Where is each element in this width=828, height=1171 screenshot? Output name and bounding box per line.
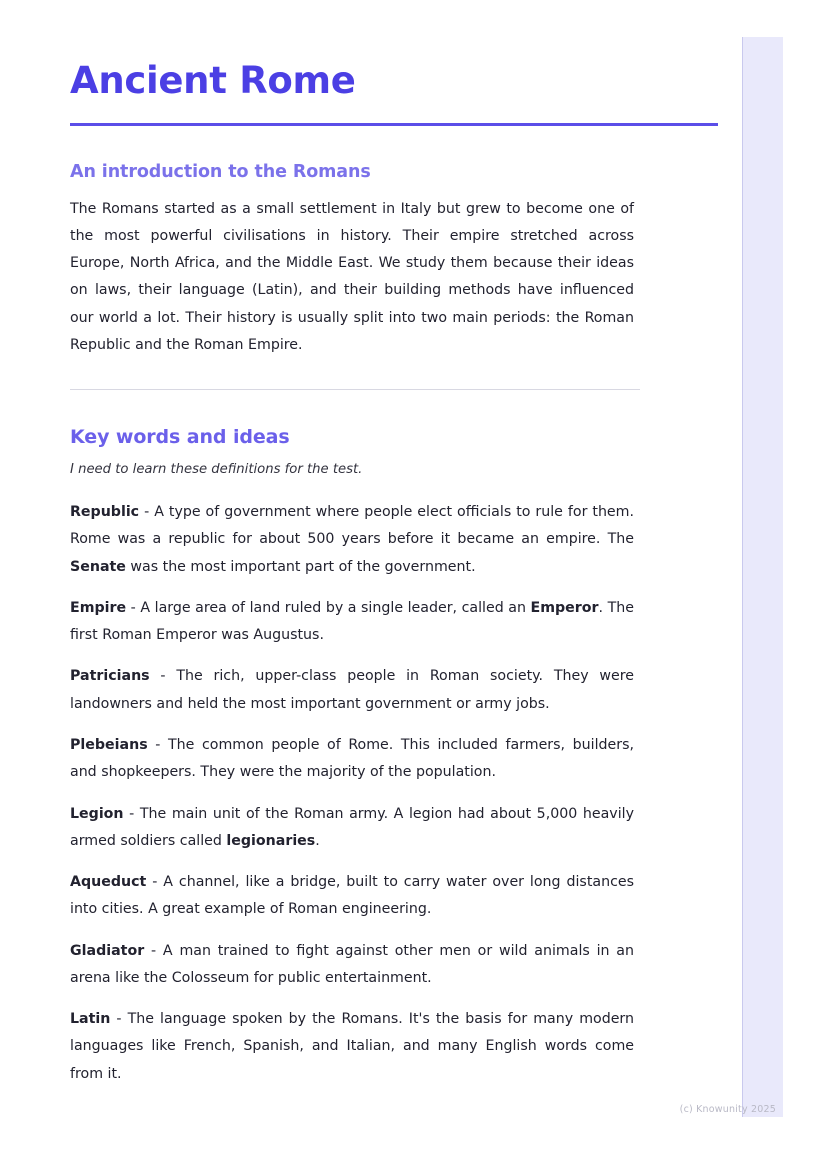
- definition-keyword: Emperor: [530, 599, 599, 616]
- definition-term: Patricians: [70, 668, 150, 685]
- page-side-divider: [742, 37, 743, 1117]
- section-heading-intro: An introduction to the Romans: [70, 161, 371, 182]
- document-page: [70, 60, 634, 1102]
- definition-text: - The main unit of the Roman army. A legion had about 5,000 heavily armed soldiers called: [70, 805, 634, 849]
- definition-entry: [70, 1006, 634, 1088]
- page-title: Ancient Rome: [70, 59, 356, 102]
- definitions-list: [70, 499, 634, 1088]
- definition-text: - The common people of Rome. This included farmers, builders, and shopkeepers. They were the majority of the population.: [70, 737, 634, 781]
- study-note: I need to learn these definitions for the test.: [70, 462, 363, 478]
- definition-term: Plebeians: [70, 737, 148, 753]
- definition-entry: [70, 732, 634, 787]
- definition-entry: [70, 938, 634, 993]
- definition-text: - A large area of land ruled by a single leader, called an: [126, 599, 531, 616]
- title-underline: [70, 123, 718, 126]
- definition-entry: [70, 869, 634, 924]
- section-divider: [70, 389, 640, 390]
- definition-text: - A channel, like a bridge, built to carry water over long distances into cities. A great example of Roman engineering.: [70, 874, 634, 918]
- definition-text: - A type of government where people elect officials to rule for them. Rome was a republic for about 500 years before it became an empire. The: [70, 504, 634, 548]
- definition-term: Gladiator: [70, 942, 145, 959]
- definition-text: .: [315, 832, 320, 849]
- definition-entry: [70, 595, 634, 650]
- definition-term: Empire: [70, 599, 127, 616]
- definition-text: - The language spoken by the Romans. It's the basis for many modern languages like French, Spanish, and Italian, and many English words come from it.: [70, 1011, 634, 1082]
- copyright-watermark: (c) Knowunity 2025: [679, 1104, 776, 1115]
- definition-term: Republic: [70, 504, 140, 521]
- section-paragraph-intro: The Romans started as a small settlement in Italy but grew to become one of the most powerful civilisations in history. Their empire stretched across Europe, North Africa, and the Middle East. We study them because their ideas on laws, their language (Latin), and their building methods have influenced our world a lot. Their history is usually split into two main periods: the Roman Republic and the Roman Empire.: [70, 200, 634, 353]
- definition-entry: [70, 499, 634, 581]
- page-side-strip: [743, 37, 783, 1117]
- definition-text: was the most important part of the government.: [125, 558, 476, 575]
- section-heading-keywords: Key words and ideas: [70, 426, 290, 449]
- definition-keyword: legionaries: [226, 832, 316, 849]
- definition-entry: [70, 801, 634, 856]
- definition-term: Legion: [70, 805, 124, 822]
- definition-term: Latin: [70, 1011, 111, 1028]
- definition-text: - The rich, upper-class people in Roman society. They were landowners and held the most important government or army jobs.: [70, 668, 634, 712]
- definition-keyword: Senate: [70, 558, 126, 575]
- definition-entry: [70, 663, 634, 718]
- definition-text: . The first Roman Emperor was Augustus.: [70, 599, 634, 644]
- definition-term: Aqueduct: [70, 874, 147, 891]
- definition-text: - A man trained to fight against other men or wild animals in an arena like the Colosseum for public entertainment.: [70, 942, 634, 986]
